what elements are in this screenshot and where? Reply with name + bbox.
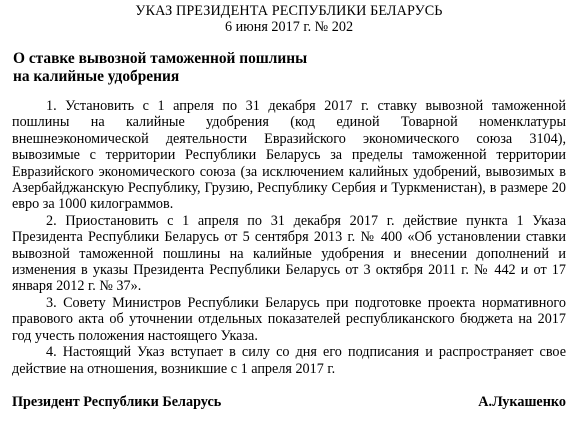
- paragraph-4: 4. Настоящий Указ вступает в силу со дня его подписания и распространяет свое действие на отношения, возникшие с 1 апреля 2017 г.: [12, 344, 566, 377]
- signatory-position: Президент Республики Беларусь: [12, 394, 222, 410]
- document-title-line-1: О ставке вывозной таможенной пошлины: [13, 50, 308, 67]
- document-body: [12, 98, 566, 377]
- decree-header-title: УКАЗ ПРЕЗИДЕНТА РЕСПУБЛИКИ БЕЛАРУСЬ: [135, 3, 443, 19]
- decree-document: [12, 0, 566, 421]
- paragraph-3: 3. Совету Министров Республики Беларусь при подготовке проекта нормативного правового акта об уточнении отдельных показателей республиканского бюджета на 2017 год учесть положения настоящего Указа.: [12, 294, 566, 344]
- signatory-name: А.Лукашенко: [478, 394, 566, 410]
- paragraph-1: 1. Установить с 1 апреля по 31 декабря 2017 г. ставку вывозной таможенной пошлины на калийные удобрения (код единой Товарной номенклатуры внешнеэкономической деятельности Евразийского экономического союза 3104), вывозимые с территории Республики Беларусь за пределы таможенной территории Евразийского экономического союза (за исключением калийных удобрений, вывозимых в Азербайджанскую Республику, Грузию, Республику Сербия и Туркменистан), в размере 20 евро за 1000 килограммов.: [12, 98, 566, 213]
- document-title-line-2: на калийные удобрения: [13, 68, 180, 85]
- document-title: [13, 50, 433, 86]
- paragraph-2: 2. Приостановить с 1 апреля по 31 декабря 2017 г. действие пункта 1 Указа Президента Республики Беларусь от 5 сентября 2013 г. № 400 «Об установлении ставки вывозной таможенной пошлины на калийные удобрения и внесении дополнений и изменения в указы Президента Республики Беларусь от 3 октября 2011 г. № 442 и от 17 января 2012 г. № 37».: [12, 212, 566, 295]
- decree-date-number: 6 июня 2017 г. № 202: [224, 19, 354, 35]
